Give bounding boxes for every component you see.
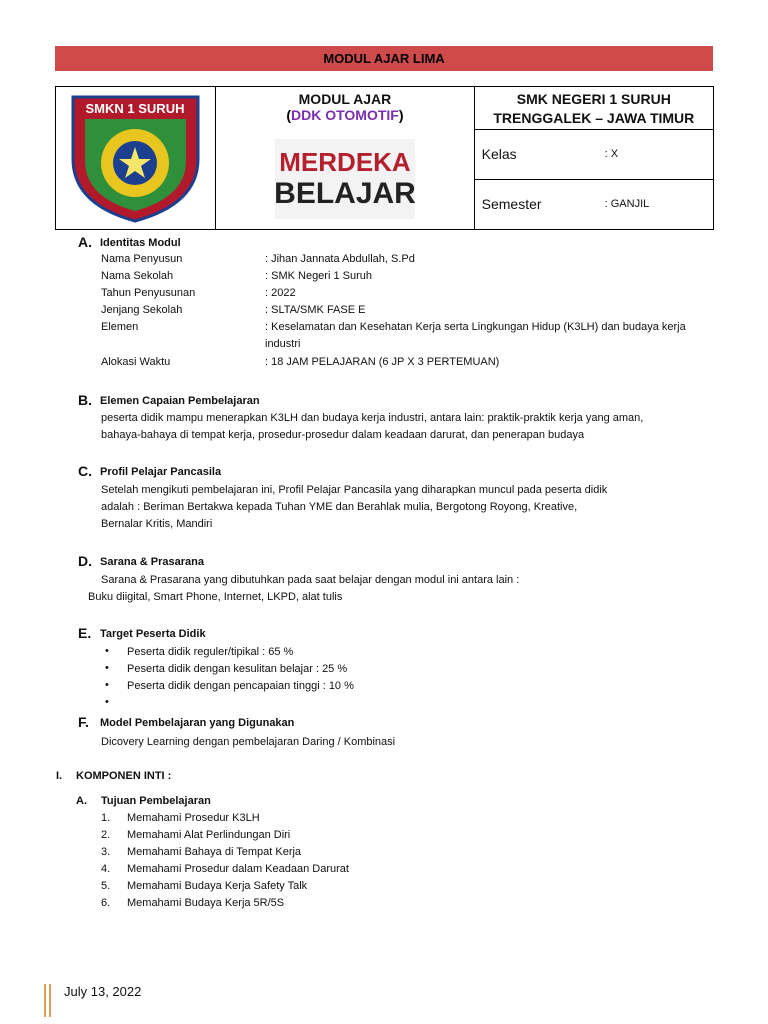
modul-cell — [216, 87, 474, 230]
tujuan-number: 4. — [101, 863, 111, 875]
tujuan-item: Memahami Budaya Kerja 5R/5S — [127, 897, 285, 909]
header-table — [55, 86, 714, 230]
identitas-value: : SMK Negeri 1 Suruh — [265, 270, 372, 282]
document-banner: MODUL AJAR LIMA — [55, 46, 713, 71]
identitas-value: : 2022 — [265, 287, 296, 299]
identitas-value: : SLTA/SMK FASE E — [265, 304, 366, 316]
tujuan-title: Tujuan Pembelajaran — [101, 795, 211, 807]
merdeka-belajar-logo — [275, 139, 415, 219]
identitas-value: : Keselamatan dan Kesehatan Kerja serta Lingkungan Hidup (K3LH) dan budaya kerja — [265, 321, 686, 333]
semester-value: : GANJIL — [604, 197, 650, 210]
identitas-key: Nama Sekolah — [101, 270, 174, 282]
identitas-value-cont: industri — [265, 338, 301, 350]
section-c-text: Setelah mengikuti pembelajaran ini, Profil Pelajar Pancasila yang diharapkan muncul pada peserta didik — [101, 484, 608, 496]
identitas-value: : 18 JAM PELAJARAN (6 JP X 3 PERTEMUAN) — [265, 356, 500, 368]
bullet-icon: • — [105, 662, 109, 674]
bullet-icon: • — [105, 679, 109, 691]
tujuan-item: Memahami Bahaya di Tempat Kerja — [127, 846, 302, 858]
target-item: Peserta didik reguler/tipikal : 65 % — [127, 646, 294, 658]
identitas-key: Jenjang Sekolah — [101, 304, 183, 316]
modul-title: MODUL AJAR — [298, 91, 392, 107]
bullet-icon: • — [105, 696, 109, 708]
target-item: Peserta didik dengan kesulitan belajar : 25 % — [127, 663, 348, 675]
komponen-number: I. — [56, 770, 63, 782]
identitas-key: Nama Penyusun — [101, 253, 183, 265]
section-c-text: adalah : Beriman Bertakwa kepada Tuhan YME dan Berahlak mulia, Bergotong Royong, Kreative, — [101, 501, 578, 513]
logo-cell — [56, 87, 216, 230]
identitas-key: Alokasi Waktu — [101, 356, 171, 368]
tujuan-number: 3. — [101, 846, 111, 858]
komponen-title: KOMPONEN INTI : — [76, 770, 172, 782]
tujuan-number: 2. — [101, 829, 111, 841]
tujuan-item: Memahami Prosedur dalam Keadaan Darurat — [127, 863, 349, 875]
kelas-label: Kelas — [481, 145, 517, 162]
section-c-text: Bernalar Kritis, Mandiri — [101, 518, 213, 530]
section-d-text: Sarana & Prasarana yang dibutuhkan pada saat belajar dengan modul ini antara lain : — [101, 574, 520, 586]
identitas-value: : Jihan Jannata Abdullah, S.Pd — [265, 253, 415, 265]
merdeka-line1: MERDEKA — [279, 147, 411, 177]
semester-label: Semester — [481, 195, 542, 212]
school-logo — [63, 89, 208, 224]
semester-cell — [474, 179, 713, 229]
target-item: Peserta didik dengan pencapaian tinggi : 10 % — [127, 680, 354, 692]
identitas-key: Elemen — [101, 321, 139, 333]
school-name: SMK NEGERI 1 SURUH TRENGGALEK – JAWA TIMUR — [493, 91, 695, 126]
section-d-text: Buku diigital, Smart Phone, Internet, LKPD, alat tulis — [88, 591, 343, 603]
footer-date: July 13, 2022 — [64, 984, 142, 999]
tujuan-item: Memahami Budaya Kerja Safety Talk — [127, 880, 308, 892]
tujuan-number: 6. — [101, 897, 111, 909]
identitas-key: Tahun Penyusunan — [101, 287, 196, 299]
footer-accent — [44, 984, 46, 1017]
section-f-text: Dicovery Learning dengan pembelajaran Daring / Kombinasi — [101, 736, 396, 748]
merdeka-line2: BELAJAR — [274, 177, 415, 210]
section-b-text: bahaya-bahaya di tempat kerja, prosedur-prosedur dalam keadaan darurat, dan penerapan budaya — [101, 429, 585, 441]
tujuan-item: Memahami Prosedur K3LH — [127, 812, 260, 824]
section-b-text: peserta didik mampu menerapkan K3LH dan budaya kerja industri, antara lain: praktik-praktik kerja yang aman, — [101, 412, 644, 424]
logo-text: SMKN 1 SURUH — [85, 101, 185, 116]
modul-subtitle: (DDK OTOMOTIF) — [286, 107, 404, 123]
school-cell — [474, 87, 713, 130]
bullet-icon: • — [105, 645, 109, 657]
kelas-value: : X — [604, 147, 619, 160]
footer-accent — [49, 984, 51, 1017]
tujuan-letter: A. — [76, 795, 87, 807]
tujuan-number: 5. — [101, 880, 111, 892]
tujuan-item: Memahami Alat Perlindungan Diri — [127, 829, 291, 841]
tujuan-number: 1. — [101, 812, 111, 824]
kelas-cell — [474, 129, 713, 179]
